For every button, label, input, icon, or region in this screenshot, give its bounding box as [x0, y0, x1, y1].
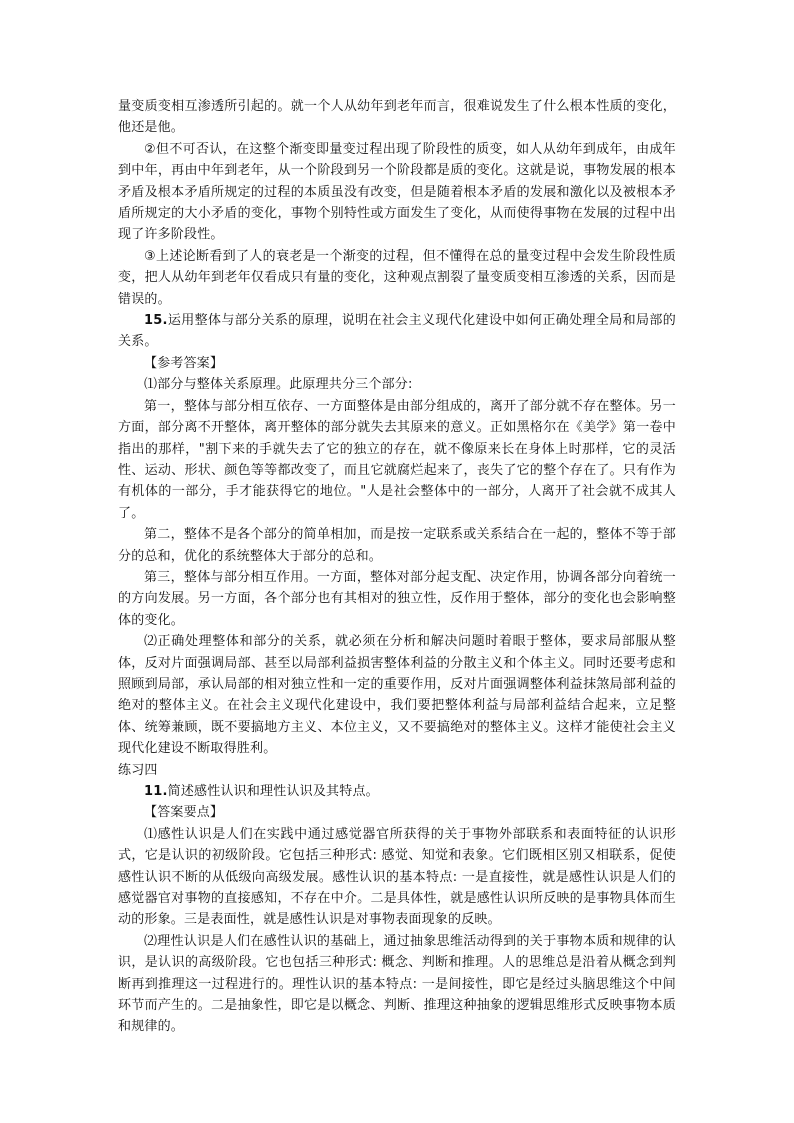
question-15 [118, 310, 676, 353]
document-page [118, 96, 676, 1038]
paragraph-point-3: ③上述论断看到了人的衰老是一个渐变的过程，但不懂得在总的量变过程中会发生阶段性质变，把人从幼年到老年仅看成只有量的变化，这种观点割裂了量变质变相互渗透的关系，因而是错误的。 [118, 248, 676, 307]
answer-perceptual: ⑴感性认识是人们在实践中通过感觉器官所获得的关于事物外部联系和表面特征的认识形式，它是认识的初级阶段。它包括三种形式: 感觉、知觉和表象。它们既相区别又相联系，促使感性认识不断的从低级向高级发展。感性认识的基本特点: 一是直接性，就是感性认识是人们的感觉器官对事物的直接感知，不存在中介。二是具体性，就是感性认识所反映的是事物具体而生动的形象。三是表面性，就是感性认识是对事物表面现象的反映。 [118, 826, 676, 928]
answer-points-label: 【答案要点】 [144, 805, 224, 821]
paragraph-point-2: ②但不可否认，在这整个渐变即量变过程出现了阶段性的质变，如人从幼年到成年，由成年到中年，再由中年到老年，从一个阶段到另一个阶段都是质的变化。这就是说，事物发展的根本矛盾及根本矛盾所规定的过程的本质虽没有改变，但是随着根本矛盾的发展和激化以及被根本矛盾所规定的大小矛盾的变化，事物个别特性或方面发生了变化，从而使得事物在发展的过程中出现了许多阶段性。 [118, 141, 676, 243]
answer-first: 第一，整体与部分相互依存、一方面整体是由部分组成的，离开了部分就不存在整体。另一方面，部分离不开整体，离开整体的部分就失去其原来的意义。正如黑格尔在《美学》第一卷中指出的那样，"割下来的手就失去了它的独立的存在，就不像原来长在身体上时那样，它的灵活性、运动、形状、颜色等等都改变了，而且它就腐烂起来了，丧失了它的整个存在了。只有作为有机体的一部分，手才能获得它的地位。"人是社会整体中的一部分，人离开了社会就不成其人了。 [118, 398, 676, 521]
section-heading: 练习四 [118, 762, 158, 778]
question-number: 11. [144, 784, 168, 799]
question-text: 简述感性认识和理性认识及其特点。 [167, 784, 379, 799]
reference-answer-label: 【参考答案】 [144, 355, 224, 371]
answer-second: 第二，整体不是各个部分的简单相加，而是按一定联系或关系结合在一起的，整体不等于部分的总和，优化的系统整体大于部分的总和。 [118, 527, 676, 564]
question-11 [118, 781, 676, 802]
paragraph-continuation: 量变质变相互渗透所引起的。就一个人从幼年到老年而言，很难说发生了什么根本性质的变化，他还是他。 [118, 99, 676, 136]
question-text: 运用整体与部分关系的原理，说明在社会主义现代化建设中如何正确处理全局和局部的关系。 [118, 313, 676, 350]
answer-third: 第三，整体与部分相互作用。一方面，整体对部分起支配、决定作用，协调各部分向着统一的方向发展。另一方面，各个部分也有其相对的独立性，反作用于整体，部分的变化也会影响整体的变化。 [118, 569, 676, 628]
answer-part-1: ⑴部分与整体关系原理。此原理共分三个部分: [144, 377, 413, 393]
answer-rational: ⑵理性认识是人们在感性认识的基础上，通过抽象思维活动得到的关于事物本质和规律的认识，是认识的高级阶段。它也包括三种形式: 概念、判断和推理。人的思维总是沿着从概念到判断再到推理这一过程进行的。理性认识的基本特点: 一是间接性，即它是经过头脑思维这个中间环节而产生的。二是抽象性，即它是以概念、判断、推理这种抽象的逻辑思维形式反映事物本质和规律的。 [118, 933, 676, 1035]
question-number: 15. [144, 313, 168, 329]
answer-part-2: ⑵正确处理整体和部分的关系，就必须在分析和解决问题时着眼于整体，要求局部服从整体，反对片面强调局部、甚至以局部利益损害整体利益的分散主义和个体主义。同时还要考虑和照顾到局部，承认局部的相对独立性和一定的重要作用，反对片面强调整体利益抹煞局部利益的绝对的整体主义。在社会主义现代化建设中，我们要把整体利益与局部利益结合起来，立足整体、统筹兼顾，既不要搞地方主义、本位主义，又不要搞绝对的整体主义。这样才能使社会主义现代化建设不断取得胜利。 [118, 634, 676, 757]
